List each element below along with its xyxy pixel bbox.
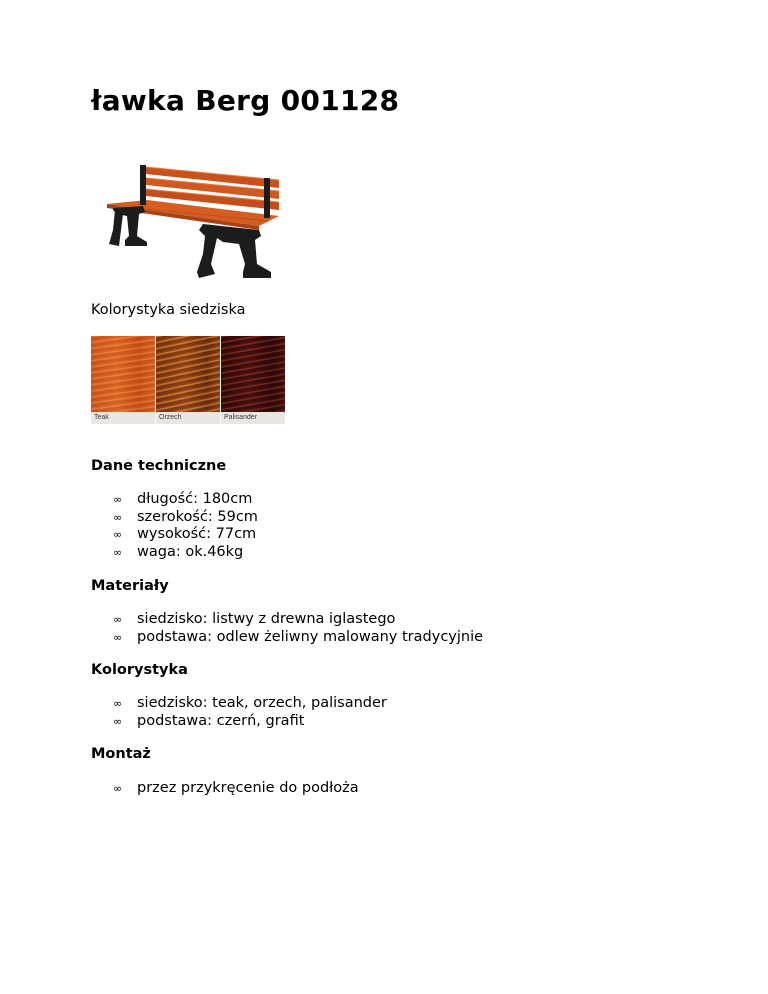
list-item-text: szerokość: 59cm [137, 508, 258, 525]
list-item-text: siedzisko: listwy z drewna iglastego [137, 611, 396, 627]
list-item-text: długość: 180cm [137, 491, 253, 507]
list-item-text: wysokość: 77cm [137, 526, 257, 542]
bullet-icon: ∞ [113, 613, 123, 626]
section-heading-mounting: Montaż [91, 746, 151, 762]
list-item-text: podstawa: czerń, grafit [137, 712, 305, 729]
bullet-icon: ∞ [113, 545, 123, 559]
swatch-palisander [221, 336, 285, 424]
page-title: ławka Berg 001128 [91, 84, 400, 117]
list-item-text: waga: ok.46kg [137, 543, 244, 560]
list-item [91, 526, 258, 544]
list-item [91, 611, 483, 629]
swatch-label: Orzech [156, 412, 220, 424]
list-item [91, 509, 258, 527]
bullet-icon: ∞ [113, 510, 123, 524]
swatch-label: Palisander [221, 412, 285, 424]
color-swatches [91, 336, 285, 424]
bullet-icon: ∞ [113, 697, 123, 710]
list-item [91, 544, 258, 562]
bullet-icon: ∞ [113, 782, 123, 795]
swatch-orzech-wood [156, 336, 220, 412]
section-heading-colors: Kolorystyka [91, 662, 188, 678]
bullet-icon: ∞ [113, 630, 123, 644]
list-item-text: siedzisko: teak, orzech, palisander [137, 695, 387, 711]
swatch-palisander-wood [221, 336, 285, 412]
list-item-text: podstawa: odlew żeliwny malowany tradycyjnie [137, 628, 484, 645]
colors-list [91, 695, 387, 730]
section-heading-technical: Dane techniczne [91, 458, 227, 474]
color-caption: Kolorystyka siedziska [91, 302, 246, 318]
mounting-list [91, 780, 359, 798]
technical-list [91, 491, 258, 561]
list-item [91, 780, 359, 798]
bench-image [99, 160, 279, 284]
list-item-text: przez przykręcenie do podłoża [137, 780, 359, 796]
materials-list [91, 611, 483, 646]
swatch-teak [91, 336, 155, 424]
bullet-icon: ∞ [113, 493, 123, 506]
list-item [91, 629, 483, 647]
list-item [91, 491, 258, 509]
list-item [91, 713, 387, 731]
section-heading-materials: Materiały [91, 578, 169, 594]
swatch-orzech [156, 336, 220, 424]
bullet-icon: ∞ [113, 714, 123, 728]
list-item [91, 695, 387, 713]
bullet-icon: ∞ [113, 528, 123, 541]
swatch-label: Teak [91, 412, 155, 424]
swatch-teak-wood [91, 336, 155, 412]
